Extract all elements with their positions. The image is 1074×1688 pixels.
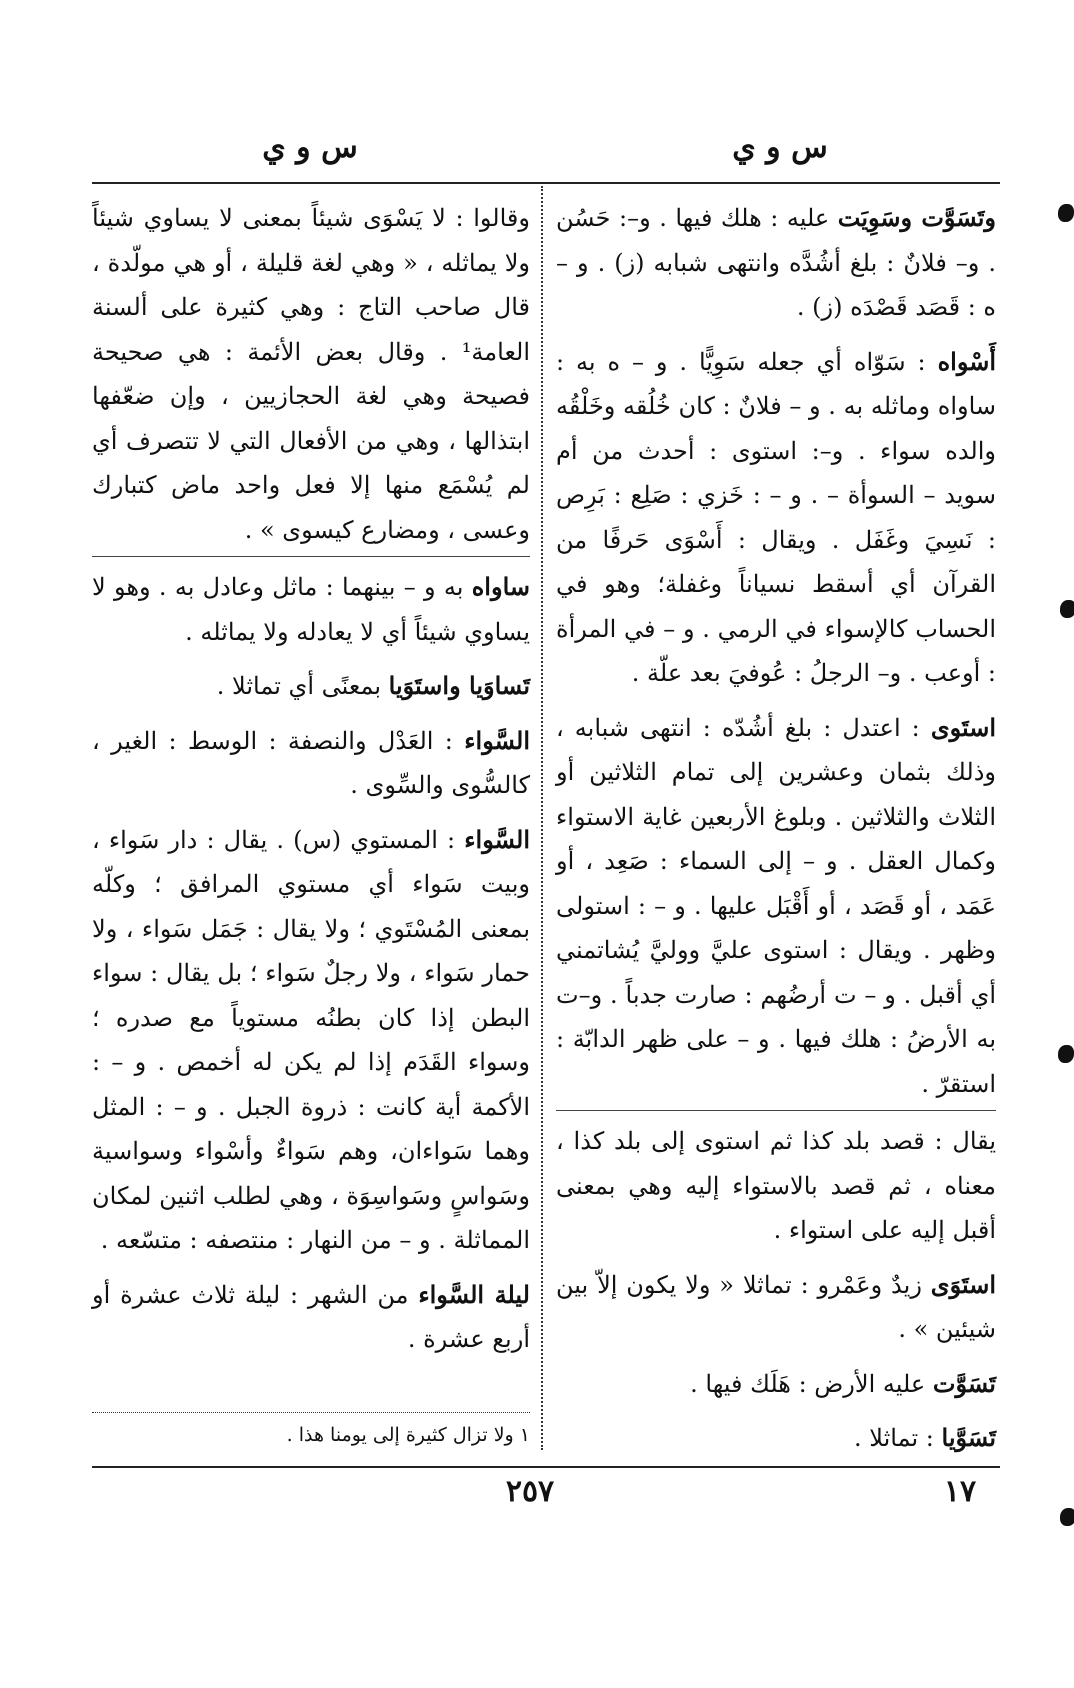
entry: [92, 818, 530, 1267]
page-number-right: ١٧: [943, 1474, 977, 1509]
entry: [556, 1119, 996, 1257]
entry-headword: السَّواء: [464, 824, 530, 854]
right-column-header: س و ي: [732, 130, 828, 165]
entry-text: من الشهر : ليلة ثلاث عشرة أو أربع عشرة .: [92, 1280, 530, 1353]
entry-headword: ليلة السَّواء: [418, 1279, 530, 1309]
entry-text: عليه الأرض : هَلَك فيها .: [690, 1369, 926, 1398]
entry-headword: تَسَوَّيا: [941, 1423, 996, 1452]
entry-headword: السَّواء: [464, 725, 530, 755]
left-column-header: س و ي: [262, 130, 358, 165]
entry-text: : سَوّاه أي جعله سَوِيًّا . و – ه به : ساواه وماثله به . و – فلانٌ : كان خُلُقه وخَلْقُه والده سواء . و–: استوى : أحدث من أم سويد – السوأة – . و – : خَزي : صَلِع : بَرِص : نَسِيَ وغَفَل . ويقال : أَسْوَى حَرفًا من القرآن أي أسقط نسياناً وغفلة؛ وهو في الحساب كالإسواء في الرمي . و – في المرأة : أوعب . و– الرجلُ : عُوفيَ بعد علّة .: [556, 347, 996, 687]
entry: [556, 1416, 996, 1465]
top-rule: [92, 182, 1000, 184]
page-number-left: ٢٥٧: [505, 1474, 555, 1509]
entry-text: : اعتدل : بلغ أشُدّه : انتهى شبابه ، وذلك بثمان وعشرين إلى تمام الثلاثين أو الثلاث والثلاثين . وبلوغ الأربعين غاية الاستواء وكمال العقل . و – إلى السماء : صَعِد ، أو عَمَد ، أو قَصَد ، أو أَقْبَل عليها . و – : استولى وظهر . ويقال : استوى عليَّ ووليَّ يُشاتمني أي أقبل . و – ت أرضُهم : صارت جدباً . و–ت به الأرضُ : هلك فيها . و – على ظهر الدابّة : استقرّ .: [556, 713, 996, 1098]
entry: [92, 664, 530, 713]
entry: [556, 1263, 996, 1356]
bottom-rule: [92, 1466, 1000, 1468]
left-column: [92, 196, 530, 1372]
entry-text: به و – بينهما : ماثل وعادل به . وهو لا يساوي شيئاً أي لا يعادله ولا يماثله .: [92, 573, 530, 646]
entry: [92, 1273, 530, 1366]
entry-headword: تَساوَيا واستَوَيا: [388, 671, 530, 700]
entry: [92, 719, 530, 812]
ink-mark: [1060, 1508, 1074, 1526]
entry-headword: وتَسَوَّت وسَوِيَت: [837, 203, 996, 232]
entry: [556, 196, 996, 334]
column-divider: [541, 186, 543, 1450]
ink-mark: [1058, 1045, 1074, 1063]
entry-text: : المستوي (س) . يقال : دار سَواء ، وبيت سَواء أي مستوي المرافق ؛ وكلّه بمعنى المُسْتَوي ؛ ولا يقال : جَمَل سَواء ، ولا حمار سَواء ، ولا رجلٌ سَواء ؛ بل يقال : سواء البطن إذا كان بطنُه مستوياً مع صدره ؛ وسواء القَدَم إذا لم يكن له أخمص . و – : الأكمة أية كانت : ذروة الجبل . و – : المثل وهما سَواءان، وهم سَواءٌ وأسْواء وسواسية وسَواسٍ وسَواسِوَة ، وهي لطلب اثنين لمكان المماثلة . و – من النهار : منتصفه : متسّعه .: [92, 825, 530, 1254]
entry-text: عليه : هلك فيها . و–: حَسُن . و– فلانٌ : بلغ أشُدَّه وانتهى شبابه (ز) . و – ه : قَصَد قَصْدَه (ز) .: [556, 204, 996, 321]
entry: [92, 196, 530, 557]
entry: [556, 1362, 996, 1411]
entry-text: : العَدْل والنصفة : الوسط : الغير ، كالسُّوى والسِّوى .: [92, 726, 530, 799]
entry-headword: أَسْواه: [937, 346, 996, 376]
entry-text: بمعنًى أي تماثلا .: [216, 672, 382, 700]
entry-text: يقال : قصد بلد كذا ثم استوى إلى بلد كذا ، معناه ، ثم قصد بالاستواء إليه وهي بمعنى أقبل إليه على استواء .: [556, 1127, 996, 1244]
right-column: [556, 196, 996, 1471]
ink-mark: [1058, 204, 1074, 222]
entry-text: : تماثلا .: [854, 1424, 934, 1452]
entry: [556, 340, 996, 700]
entry: [92, 565, 530, 658]
entry-text: زيدٌ وعَمْرو : تماثلا « ولا يكون إلاّ بين شيئين » .: [556, 1270, 996, 1343]
entry-headword: استَوى: [930, 712, 997, 742]
entry-text: وقالوا : لا يَسْوَى شيئاً بمعنى لا يساوي شيئاً ولا يماثله ، « وهي لغة قليلة ، أو هي مولّدة ، قال صاحب التاج : وهي كثيرة على ألسنة العامة¹ . وقال بعض الأئمة : هي صحيحة فصيحة وهي لغة الحجازيين ، وإن ضعّفها ابتذالها ، وهي من الأفعال التي لا تتصرف أي لم يُسْمَع منها إلا فعل واحد ماض كتبارك وعسى ، ومضارع كيسوى » .: [92, 204, 530, 544]
footnote: ١ ولا تزال كثيرة إلى يومنا هذا .: [286, 1424, 530, 1446]
ink-mark: [1060, 600, 1074, 618]
entry-headword: تَسَوَّت: [932, 1368, 996, 1398]
entry-headword: ساواه: [471, 572, 530, 601]
entry: [556, 706, 996, 1112]
footnote-rule: [92, 1412, 530, 1413]
entry-headword: استَوَى: [930, 1269, 996, 1299]
